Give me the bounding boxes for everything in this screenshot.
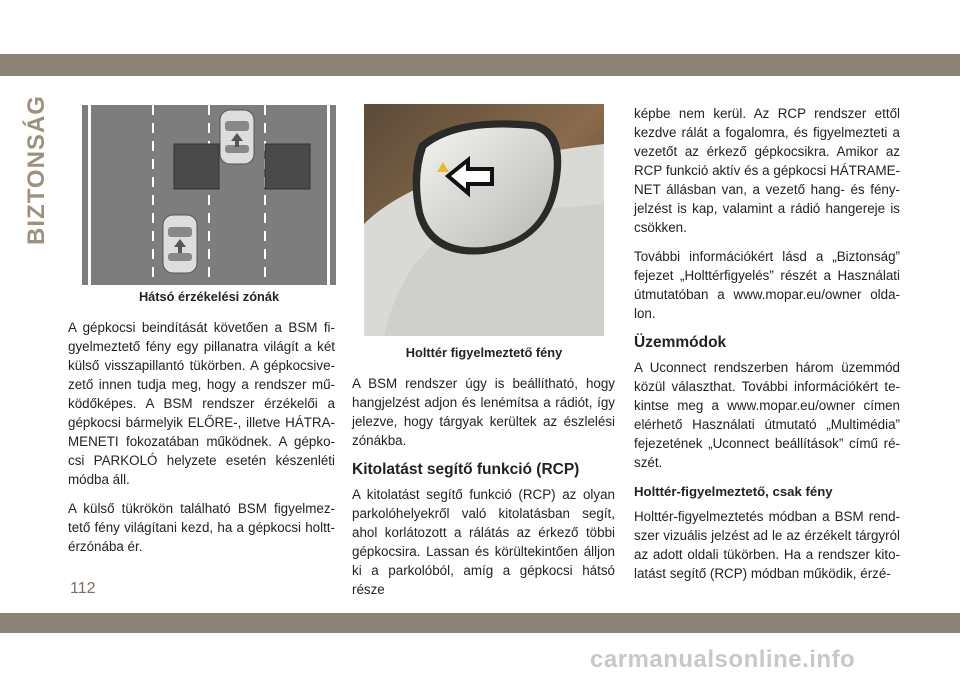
car-icon: [163, 215, 197, 273]
top-bar: [0, 0, 960, 75]
road-diagram: [82, 105, 336, 285]
section-heading: Kitolatást segítő funkció (RCP): [352, 461, 580, 478]
paragraph: A gépkocsi beindítását követően a BSM fi-gyelmeztető fény egy pillanatra világít a két külső visszapillantó tükörben. A gépkocsive-zető innen tudja meg, hogy a rendszer mű-ködőképes. A BSM rendszer érzékelői a gépkocsi bármelyik ELŐRE-, illetve HÁTRA-MENETI fokozatában működnek. A gépko-csi PARKOLÓ helyzete esetén készenléti módba áll.: [68, 320, 335, 487]
blind-spot-warning-figure: [364, 104, 604, 336]
paragraph: A Uconnect rendszerben három üzemmód közül választhat. További információkért te-kintse meg a www.mopar.eu/owner címen elérhető Használati útmutató „Multimédia” fejezetének „Uconnect beállítások” című ré-szét.: [634, 360, 900, 470]
subsection-heading: Holttér-figyelmeztető, csak fény: [634, 484, 833, 499]
paragraph: A BSM rendszer úgy is beállítható, hogy hangjelzést adjon és lenémítsa a rádiót, így jelezve, hogy tárgyak kerültek az észlelési zónákba.: [352, 376, 615, 448]
paragraph: A külső tükrökön található BSM figyelmez-tető fény világítani kezd, ha a gépkocsi holtt-érzónába ér.: [68, 501, 335, 554]
paragraph: A kitolatást segítő funkció (RCP) az olyan parkolóhelyekről való kitolatásban segít, ahol korlátozott a rálátás az érkező többi gépkocsira. Lassan és körültekintően álljon ki a parkolóból, amíg a gépkocsi hátsó része: [352, 487, 615, 597]
column-1: [68, 318, 335, 566]
top-band: [0, 54, 960, 76]
left-zone: [174, 144, 219, 189]
column-3: [634, 104, 900, 593]
bottom-band: [0, 613, 960, 633]
figure2-caption: Holttér figyelmeztető fény: [405, 345, 563, 360]
section-tab-label: BIZTONSÁG: [23, 95, 50, 245]
car-icon: [220, 110, 254, 164]
section-tab: [22, 95, 52, 245]
paragraph: További információkért lásd a „Biztonság” fejezet „Holttérfigyelés” részét a Használati útmutatóban a www.mopar.eu/owner olda-lon.: [634, 249, 900, 321]
column-2: [352, 374, 615, 609]
mirror-photo: [364, 104, 604, 336]
section-heading: Üzemmódok: [634, 334, 727, 351]
paragraph: képbe nem kerül. Az RCP rendszer ettől kezdve rálát a fogalomra, és figyelmezteti a vezetőt az érkező gépkocsikra. Amikor az RCP funkció aktív és a gépkocsi HÁTRAME-NET állásban van, a vezető hang- és fény-jelzést is kap, valamint a rádió hangereje is csökken.: [634, 106, 900, 235]
paragraph: Holttér-figyelmeztetés módban a BSM rend-szer vizuális jelzést ad le az érzékelt tárgyról az adott oldali tükörben. Ha a rendszer kito-latást segítő (RCP) módban működik, érzé-: [634, 509, 900, 581]
footer-watermark: carmanualsonline.info: [590, 646, 856, 673]
rear-detection-zones-figure: [82, 105, 336, 285]
right-zone: [265, 144, 310, 189]
figure1-caption: Hátsó érzékelési zónák: [138, 289, 280, 304]
page-number: 112: [70, 580, 96, 597]
